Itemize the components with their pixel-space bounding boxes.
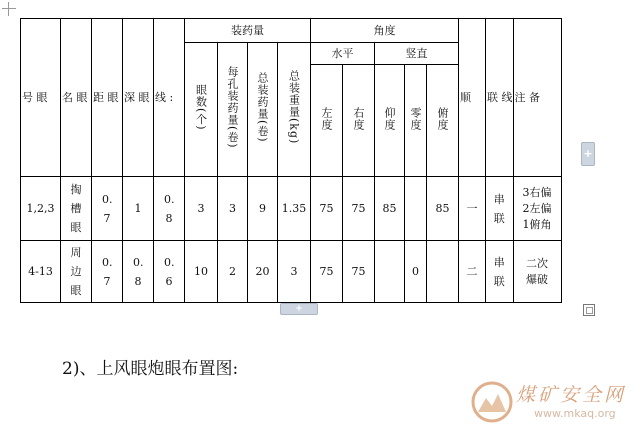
header-hole-name: 名 眼 (61, 19, 92, 177)
section-caption: 2)、上风眼炮眼布置图: (62, 359, 239, 379)
header-row-1 (21, 19, 562, 43)
header-remarks: 注 备 (513, 19, 561, 177)
cell-right: 75 (343, 241, 375, 303)
header-charge: 装药量 (185, 19, 311, 43)
cell-total-roll: 20 (248, 241, 278, 303)
cell-left: 75 (311, 241, 343, 303)
cell-per-hole: 2 (218, 241, 248, 303)
header-right: 右度 (343, 65, 375, 177)
cell-order: 一 (459, 177, 486, 241)
cell-remarks: 3右偏 2左偏 1俯角 (513, 177, 561, 241)
cell-down: 85 (427, 177, 459, 241)
crop-mark-icon (2, 2, 16, 16)
header-total-kg: 总装重量(kg) (278, 43, 311, 177)
header-line: 线 : (154, 19, 185, 177)
cell-count: 10 (185, 241, 218, 303)
cell-zero: 0 (405, 241, 427, 303)
header-hole-no: 号 眼 (21, 19, 61, 177)
cell-left: 75 (311, 177, 343, 241)
cell-connect: 串联 (486, 241, 514, 303)
cell-right: 75 (343, 177, 375, 241)
header-down: 俯度 (427, 65, 459, 177)
cell-no: 1,2,3 (21, 177, 61, 241)
header-zero: 零度 (405, 65, 427, 177)
header-order: 顺 (459, 19, 486, 177)
header-up: 仰度 (375, 65, 405, 177)
header-per-hole: 每孔装药量(卷) (218, 43, 248, 177)
cell-zero (405, 177, 427, 241)
cell-depth: 1 (123, 177, 154, 241)
cell-distance: 0.7 (92, 177, 123, 241)
cell-count: 3 (185, 177, 218, 241)
blasting-parameter-table (20, 18, 562, 303)
table-resize-handle[interactable] (583, 304, 595, 316)
table-row (21, 241, 562, 303)
header-vertical: 竖直 (375, 43, 459, 65)
header-hole-count: 眼数(个) (185, 43, 218, 177)
cell-distance: 0.7 (92, 241, 123, 303)
cell-remarks: 二次 爆破 (513, 241, 561, 303)
cell-depth: 0.8 (123, 241, 154, 303)
cell-name: 周边眼 (61, 241, 92, 303)
header-hole-distance: 距 眼 (92, 19, 123, 177)
cell-total-kg: 1.35 (278, 177, 311, 241)
header-connect: 联 线 (486, 19, 514, 177)
cell-down (427, 241, 459, 303)
cell-total-roll: 9 (248, 177, 278, 241)
cell-line: 0.6 (154, 241, 185, 303)
table-row (21, 177, 562, 241)
watermark-url: www.mkaq.org (534, 407, 616, 420)
header-horizontal: 水平 (311, 43, 375, 65)
cell-connect: 串联 (486, 177, 514, 241)
cell-up (375, 241, 405, 303)
cell-no: 4-13 (21, 241, 61, 303)
insert-column-handle-icon[interactable]: + (280, 303, 318, 315)
header-total-roll: 总装药量(卷) (248, 43, 278, 177)
cell-per-hole: 3 (218, 177, 248, 241)
insert-row-handle-icon[interactable]: + (581, 142, 595, 166)
cell-name: 掏槽眼 (61, 177, 92, 241)
cell-order: 二 (459, 241, 486, 303)
cell-line: 0.8 (154, 177, 185, 241)
watermark-text: 煤矿安全网 (516, 384, 627, 406)
header-left: 左度 (311, 65, 343, 177)
watermark-logo-icon (470, 376, 514, 426)
cell-total-kg: 3 (278, 241, 311, 303)
cell-up: 85 (375, 177, 405, 241)
header-angle: 角度 (311, 19, 459, 43)
header-hole-depth: 深 眼 (123, 19, 154, 177)
site-watermark (470, 376, 640, 428)
